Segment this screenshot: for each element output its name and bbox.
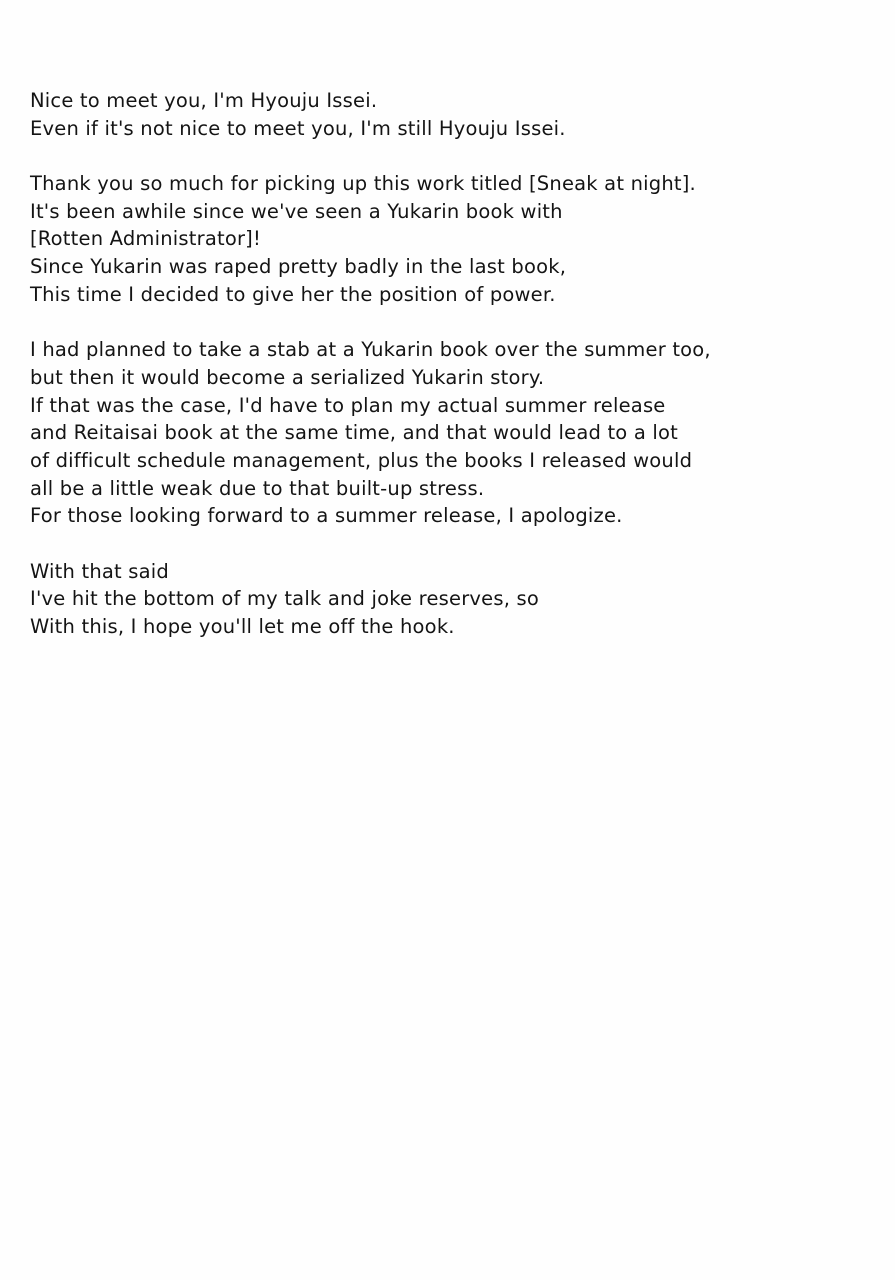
paragraph-gap bbox=[30, 142, 890, 170]
text-line: For those looking forward to a summer release, I apologize. bbox=[30, 504, 623, 528]
text-line: With that said bbox=[30, 559, 169, 583]
text-line: Even if it's not nice to meet you, I'm still Hyouju Issei. bbox=[30, 116, 566, 140]
paragraph-greeting bbox=[30, 87, 890, 142]
text-line: If that was the case, I'd have to plan my actual summer release bbox=[30, 393, 666, 417]
text-line: This time I decided to give her the position of power. bbox=[30, 282, 556, 306]
text-line: [Rotten Administrator]! bbox=[30, 227, 262, 251]
text-line: It's been awhile since we've seen a Yukarin book with bbox=[30, 199, 563, 223]
text-line: of difficult schedule management, plus the books I released would bbox=[30, 448, 693, 472]
paragraph-gap bbox=[30, 530, 890, 558]
text-line: I had planned to take a stab at a Yukarin book over the summer too, bbox=[30, 338, 711, 362]
afterword-text bbox=[30, 87, 890, 641]
paragraph-summer bbox=[30, 336, 890, 530]
text-line: Nice to meet you, I'm Hyouju Issei. bbox=[30, 89, 378, 112]
text-line: I've hit the bottom of my talk and joke reserves, so bbox=[30, 587, 539, 611]
text-line: Since Yukarin was raped pretty badly in the last book, bbox=[30, 255, 567, 279]
paragraph-closing bbox=[30, 558, 890, 641]
text-line: all be a little weak due to that built-up stress. bbox=[30, 476, 485, 500]
paragraph-thanks bbox=[30, 170, 890, 308]
text-line: but then it would become a serialized Yukarin story. bbox=[30, 365, 545, 389]
text-line: and Reitaisai book at the same time, and that would lead to a lot bbox=[30, 421, 678, 445]
text-line: Thank you so much for picking up this work titled [Sneak at night]. bbox=[30, 172, 696, 196]
text-line: With this, I hope you'll let me off the hook. bbox=[30, 615, 455, 639]
paragraph-gap bbox=[30, 309, 890, 337]
